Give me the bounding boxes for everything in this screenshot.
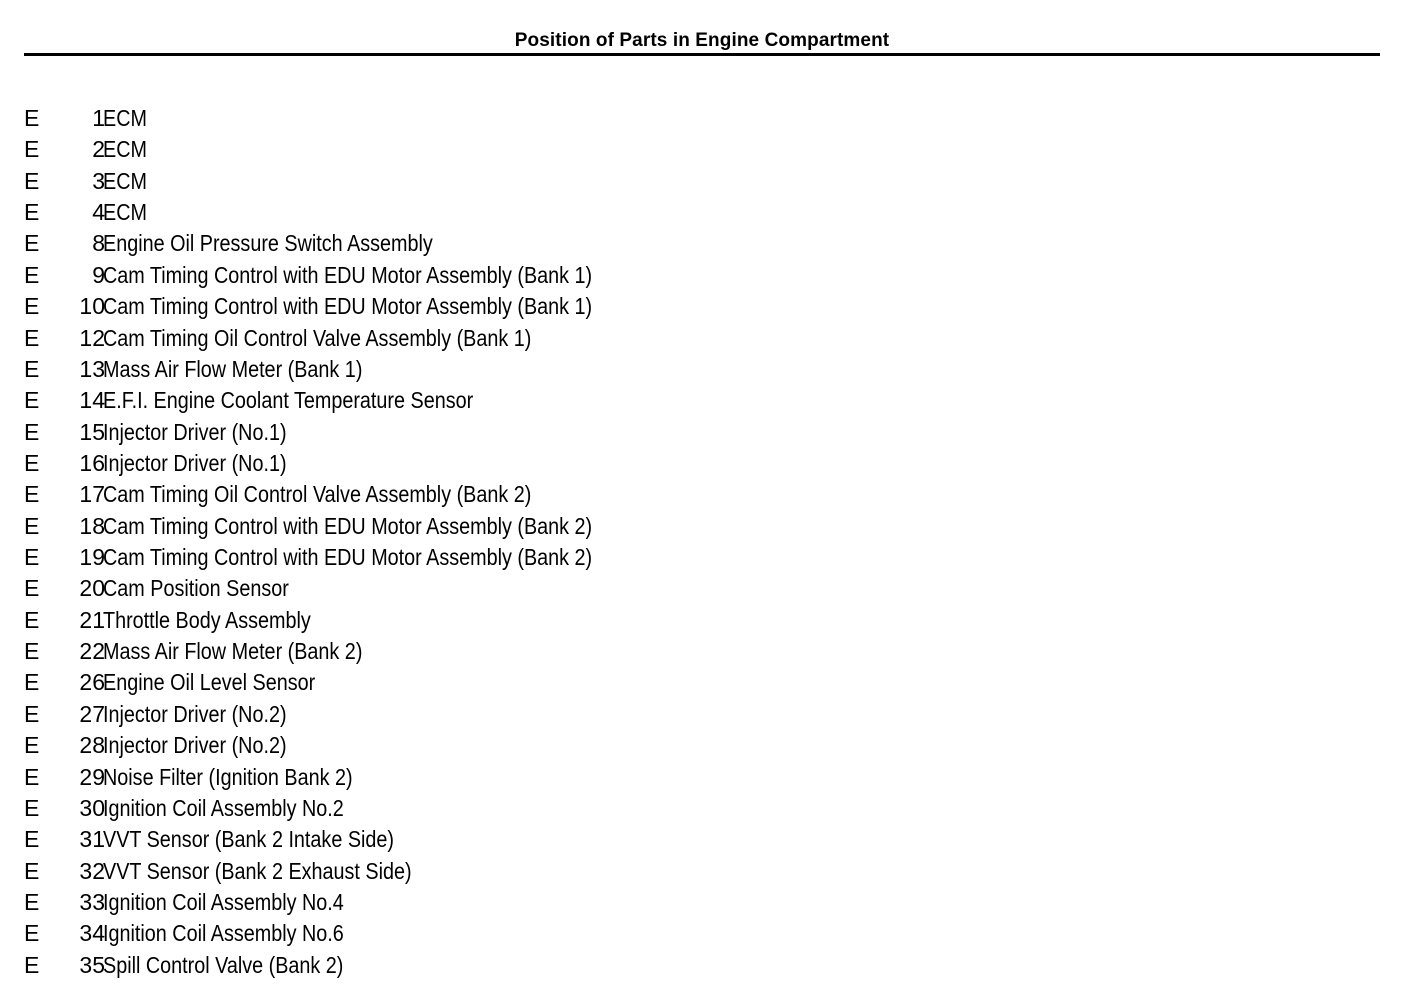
part-prefix: E xyxy=(24,293,40,320)
part-prefix: E xyxy=(24,575,40,602)
part-prefix: E xyxy=(24,763,40,790)
part-number: 4 xyxy=(92,199,105,226)
part-number: 9 xyxy=(92,261,105,288)
part-number: 19 xyxy=(79,544,105,571)
part-name: Ignition Coil Assembly No.6 xyxy=(103,920,344,947)
part-number: 30 xyxy=(79,794,105,821)
part-name: Cam Timing Control with EDU Motor Assembly (Bank 2) xyxy=(103,512,593,539)
part-prefix: E xyxy=(24,261,40,288)
part-number: 3 xyxy=(92,167,105,194)
part-prefix: E xyxy=(24,732,40,759)
part-prefix: E xyxy=(24,418,40,445)
part-prefix: E xyxy=(24,638,40,665)
part-name: ECM xyxy=(103,167,147,194)
part-prefix: E xyxy=(24,324,40,351)
part-name: Mass Air Flow Meter (Bank 2) xyxy=(103,638,363,665)
part-name: Injector Driver (No.2) xyxy=(103,732,287,759)
part-prefix: E xyxy=(24,920,40,947)
part-number: 22 xyxy=(79,638,105,665)
part-name: Throttle Body Assembly xyxy=(103,606,311,633)
part-number: 20 xyxy=(79,575,105,602)
part-number: 13 xyxy=(79,355,105,382)
part-name: Cam Timing Control with EDU Motor Assembly (Bank 1) xyxy=(103,261,593,288)
part-name: Cam Timing Control with EDU Motor Assembly (Bank 1) xyxy=(103,293,593,320)
part-name: ECM xyxy=(103,199,147,226)
part-prefix: E xyxy=(24,105,40,131)
part-prefix: E xyxy=(24,512,40,539)
part-prefix: E xyxy=(24,230,40,257)
part-number: 33 xyxy=(79,888,105,915)
part-name: Injector Driver (No.2) xyxy=(103,700,287,727)
part-name: Spill Control Valve (Bank 2) xyxy=(103,951,344,978)
part-number: 14 xyxy=(79,387,105,414)
part-prefix: E xyxy=(24,199,40,226)
page-title: Position of Parts in Engine Compartment xyxy=(514,30,890,51)
part-prefix: E xyxy=(24,481,40,508)
part-number: 8 xyxy=(92,230,105,257)
part-number: 35 xyxy=(79,951,105,978)
part-name: VVT Sensor (Bank 2 Intake Side) xyxy=(103,826,395,853)
part-name: Cam Position Sensor xyxy=(103,575,289,602)
part-number: 17 xyxy=(79,481,105,508)
part-number: 28 xyxy=(79,732,105,759)
part-prefix: E xyxy=(24,794,40,821)
title-divider xyxy=(24,53,1380,56)
part-number: 34 xyxy=(79,920,105,947)
part-name: Engine Oil Level Sensor xyxy=(103,669,316,696)
part-number: 12 xyxy=(79,324,105,351)
part-name: Engine Oil Pressure Switch Assembly xyxy=(103,230,433,257)
part-number: 16 xyxy=(79,449,105,476)
part-prefix: E xyxy=(24,951,40,978)
part-name: VVT Sensor (Bank 2 Exhaust Side) xyxy=(103,857,412,884)
part-prefix: E xyxy=(24,606,40,633)
part-prefix: E xyxy=(24,387,40,414)
part-prefix: E xyxy=(24,700,40,727)
part-name: Cam Timing Oil Control Valve Assembly (Bank 2) xyxy=(103,481,532,508)
part-name: ECM xyxy=(103,136,147,163)
part-prefix: E xyxy=(24,449,40,476)
part-prefix: E xyxy=(24,544,40,571)
part-name: Injector Driver (No.1) xyxy=(103,418,287,445)
part-number: 31 xyxy=(79,826,105,853)
part-number: 10 xyxy=(79,293,105,320)
part-prefix: E xyxy=(24,355,40,382)
part-name: Ignition Coil Assembly No.2 xyxy=(103,794,344,821)
part-prefix: E xyxy=(24,857,40,884)
part-name: Ignition Coil Assembly No.4 xyxy=(103,888,344,915)
part-name: Cam Timing Oil Control Valve Assembly (Bank 1) xyxy=(103,324,532,351)
part-prefix: E xyxy=(24,136,40,163)
part-prefix: E xyxy=(24,167,40,194)
part-prefix: E xyxy=(24,888,40,915)
part-name: E.F.I. Engine Coolant Temperature Sensor xyxy=(103,387,474,414)
part-number: 15 xyxy=(79,418,105,445)
part-name: Injector Driver (No.1) xyxy=(103,449,287,476)
part-prefix: E xyxy=(24,826,40,853)
part-number: 27 xyxy=(79,700,105,727)
part-number: 26 xyxy=(79,669,105,696)
part-name: Cam Timing Control with EDU Motor Assembly (Bank 2) xyxy=(103,544,593,571)
part-number: 21 xyxy=(79,606,105,633)
part-number: 2 xyxy=(92,136,105,163)
part-number: 1 xyxy=(92,105,105,131)
part-number: 29 xyxy=(79,763,105,790)
part-name: Mass Air Flow Meter (Bank 1) xyxy=(103,355,363,382)
part-name: ECM xyxy=(103,105,147,131)
part-name: Noise Filter (Ignition Bank 2) xyxy=(103,763,353,790)
part-prefix: E xyxy=(24,669,40,696)
part-number: 18 xyxy=(79,512,105,539)
part-number: 32 xyxy=(79,857,105,884)
